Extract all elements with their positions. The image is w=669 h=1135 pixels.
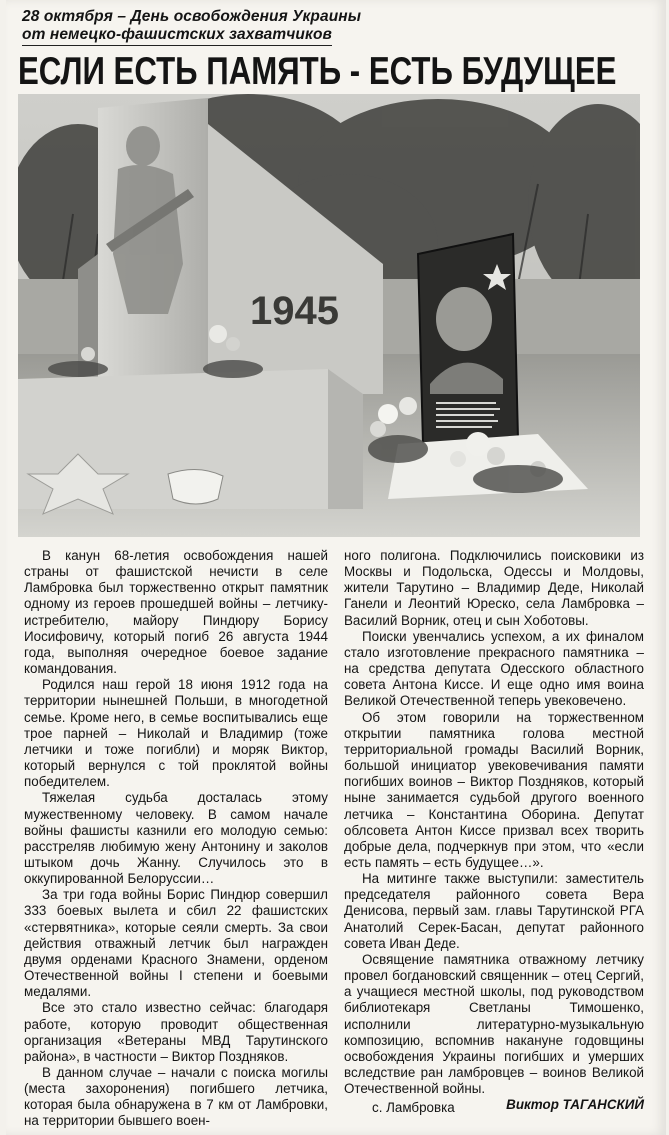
paragraph: Родился наш герой 18 июня 1912 года на территории нынешней Польши, в многодетной семье. Кроме него, в семье воспитывались еще трое парней – Николай и Владимир (тоже летчики и тоже погибли) и моряк Виктор, который вернулся с той проклятой войны победителем. xyxy=(24,677,328,790)
paragraph: Об этом говорили на торжественном открытии памятника голова местной территориальной громады Василий Ворник, большой инициатор увековечивания памяти погибших воинов – Виктор Поздняков, который ныне занимается судьбой другого военного летчика – Константина Оборина. Депутат облсовета Антон Киссе призвал всех творить добрые дела, подчеркнув при этом, что «если есть память – есть будущее…». xyxy=(344,709,644,870)
rubric-line-2: от немецко-фашистских захватчиков xyxy=(22,26,332,46)
article-column-1 xyxy=(24,548,328,1130)
paragraph: В данном случае – начали с поиска могилы (места захоронения) погибшего летчика, которая была обнаружена в 7 км от Ламбровки, на территории бывшего воен- xyxy=(24,1065,328,1129)
rubric-line-1: 28 октября – День освобождения Украины xyxy=(22,8,362,25)
photo-caption: с. Ламбровка xyxy=(372,1100,455,1115)
paragraph: За три года войны Борис Пиндюр совершил 333 боевых вылета и сбил 22 фашистских «стервятника», которые сеяли смерть. За свои действия отважный летчик был награжден двумя орденами Красного Знамени, орденом Отечественной войны I степени и боевыми медалями. xyxy=(24,887,328,1000)
paragraph: Все это стало известно сейчас: благодаря работе, которую проводит общественная организация «Ветераны МВД Тарутинского района», в частности – Виктор Поздняков. xyxy=(24,1000,328,1064)
paragraph-continued: ного полигона. Подключились поисковики из Москвы и Подольска, Одессы и Молдовы, жители Тарутино – Владимир Деде, Николай Ганели и Леонтий Юреско, села Ламбровка – Василий Ворник, отец и сын Хоботовы. xyxy=(344,548,644,628)
monument-year: 1945 xyxy=(250,289,339,333)
paragraph: В канун 68-летия освобождения нашей страны от фашистской нечисти в селе Ламбровка был торжественно открыт памятник одному из героев прошедшей войны – летчику-истребителю, майору Пиндюру Борису Иосифовичу, который погиб 26 августа 1944 года, выполняя очередное боевое задание командования. xyxy=(24,548,328,677)
paragraph: На митинге также выступили: заместитель председателя районного совета Вера Денисова, первый зам. главы Тарутинской РГА Анатолий Серек-Басан, депутат районного совета Иван Деде. xyxy=(344,871,644,951)
author-byline: Виктор ТАГАНСКИЙ xyxy=(506,1097,644,1113)
article-title: ЕСЛИ ЕСТЬ ПАМЯТЬ - ЕСТЬ БУДУЩЕЕ xyxy=(18,50,617,93)
paragraph: Тяжелая судьба досталась этому мужественному человеку. В самом начале войны фашисты казнили его молодую семью: расстреляв любимую жену Антонину и заколов штыком дочь Жанну. Случилось это в оккупированной Белоруссии… xyxy=(24,790,328,887)
paragraph: Поиски увенчались успехом, а их финалом стало изготовление прекрасного памятника – на средства депутата Одесского областного совета Антона Киссе. И еще одно имя воина Великой Отечественной теперь увековечено. xyxy=(344,628,644,709)
monument-photo xyxy=(18,94,640,537)
article-column-2 xyxy=(344,548,644,1113)
paragraph: Освящение памятника отважному летчику провел богдановский священник – отец Сергий, а учащиеся местной школы, под руководством библиотекаря Светланы Тимошенко, исполнили литературно-музыкальную композицию, вспомнив накануне годовщины освобождения Украины погибших и умерших вследствие ран ламбровцев – воинов Великой Отечественной войны. xyxy=(344,951,644,1097)
